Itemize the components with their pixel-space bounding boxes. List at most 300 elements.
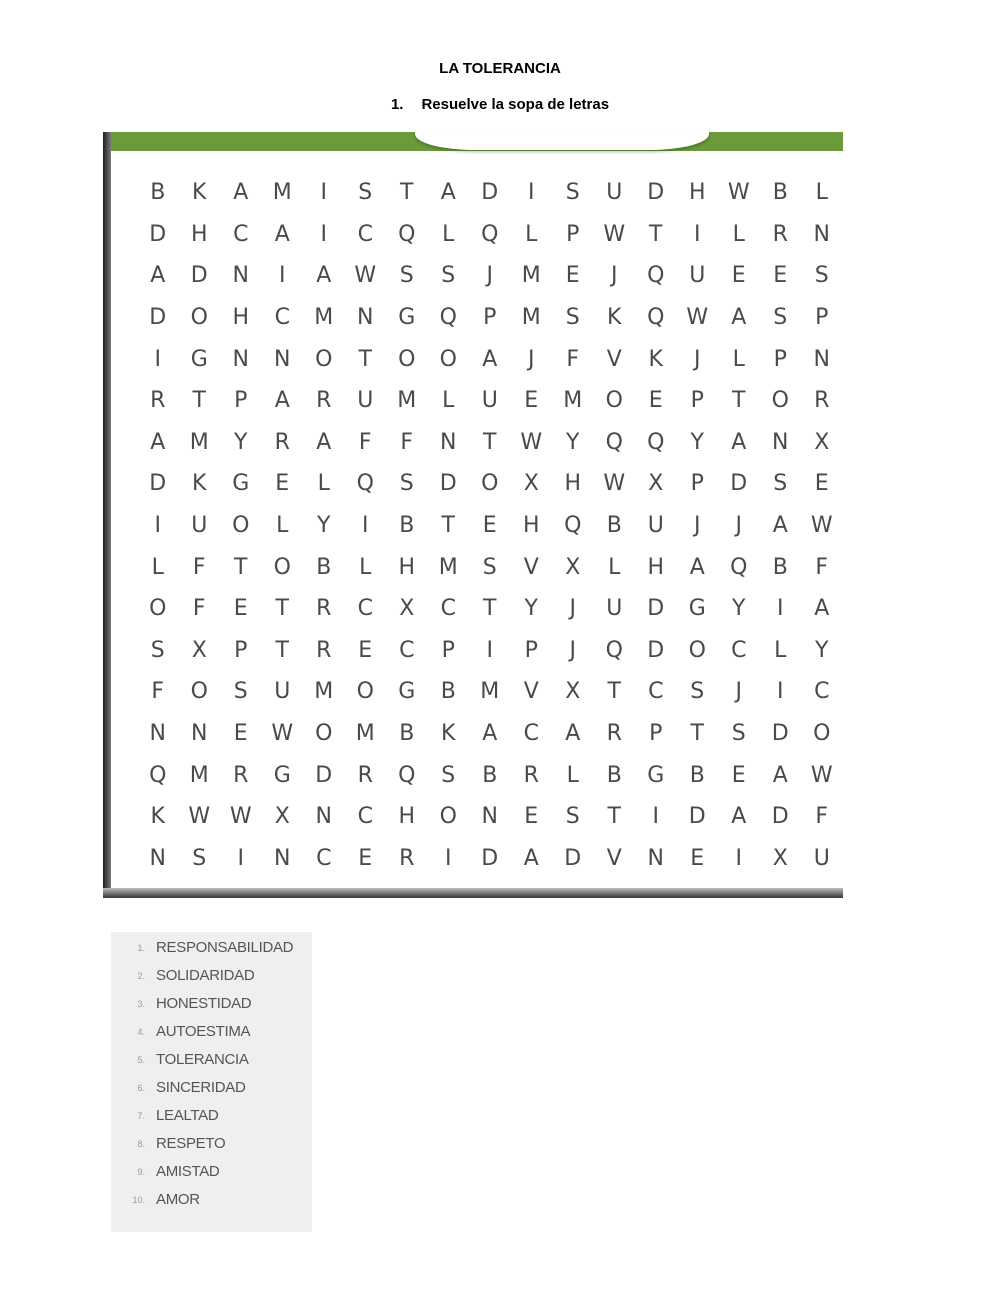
grid-letter[interactable]: T xyxy=(607,804,621,830)
grid-letter[interactable]: I xyxy=(777,679,784,705)
grid-letter[interactable]: T xyxy=(400,180,414,206)
grid-letter[interactable]: G xyxy=(688,596,706,622)
grid-letter[interactable]: Q xyxy=(647,429,665,455)
grid-letter[interactable]: A xyxy=(233,180,249,206)
grid-letter[interactable]: C xyxy=(274,305,290,331)
grid-letter[interactable]: Y xyxy=(234,429,248,455)
grid-letter[interactable]: C xyxy=(814,679,830,705)
grid-letter[interactable]: Y xyxy=(566,429,580,455)
grid-letter[interactable]: F xyxy=(358,429,372,455)
grid-letter[interactable]: U xyxy=(606,180,623,206)
grid-letter[interactable]: L xyxy=(317,471,330,497)
grid-letter[interactable]: B xyxy=(399,513,415,539)
grid-letter[interactable]: X xyxy=(523,471,539,497)
grid-letter[interactable]: S xyxy=(565,804,580,830)
grid-letter[interactable]: Y xyxy=(815,637,829,663)
grid-letter[interactable]: N xyxy=(647,845,664,871)
word-number: 5. xyxy=(137,1055,145,1065)
word-search-puzzle xyxy=(103,132,843,898)
grid-letter[interactable]: X xyxy=(772,845,788,871)
grid-letter[interactable]: N xyxy=(149,845,166,871)
grid-letter[interactable]: N xyxy=(481,804,498,830)
grid-letter[interactable]: S xyxy=(814,263,829,289)
grid-letter[interactable]: W xyxy=(810,762,833,788)
grid-letter[interactable]: T xyxy=(275,596,289,622)
grid-letter[interactable]: S xyxy=(565,180,580,206)
grid-letter[interactable]: S xyxy=(773,471,788,497)
grid-letter[interactable]: K xyxy=(607,305,622,331)
grid-letter[interactable]: D xyxy=(481,845,499,871)
grid-letter[interactable]: D xyxy=(190,263,208,289)
grid-letter[interactable]: A xyxy=(274,388,290,414)
grid-letter[interactable]: M xyxy=(521,263,541,289)
grid-letter[interactable]: K xyxy=(150,804,165,830)
grid-letter[interactable]: H xyxy=(564,471,582,497)
grid-letter[interactable]: F xyxy=(192,554,206,580)
grid-letter[interactable]: D xyxy=(481,180,499,206)
grid-letter[interactable]: N xyxy=(813,221,830,247)
grid-letter[interactable]: L xyxy=(276,513,289,539)
grid-letter[interactable]: X xyxy=(565,554,581,580)
grid-letter[interactable]: A xyxy=(731,429,747,455)
puzzle-left-border xyxy=(103,132,111,898)
grid-letter[interactable]: Q xyxy=(647,263,665,289)
grid-letter[interactable]: A xyxy=(482,346,498,372)
grid-letter[interactable]: P xyxy=(773,346,787,372)
grid-letter[interactable]: W xyxy=(727,180,750,206)
grid-letter[interactable]: P xyxy=(524,637,538,663)
grid-letter[interactable]: U xyxy=(274,679,291,705)
grid-letter[interactable]: D xyxy=(688,804,706,830)
grid-letter[interactable]: R xyxy=(316,388,332,414)
grid-letter[interactable]: R xyxy=(814,388,830,414)
grid-letter[interactable]: S xyxy=(399,263,414,289)
grid-letter[interactable]: D xyxy=(439,471,457,497)
grid-letter[interactable]: A xyxy=(482,721,498,747)
grid-letter[interactable]: N xyxy=(357,305,374,331)
grid-letter[interactable]: A xyxy=(565,721,581,747)
grid-letter[interactable]: P xyxy=(234,637,248,663)
grid-letter[interactable]: P xyxy=(815,305,829,331)
grid-letter[interactable]: R xyxy=(316,637,332,663)
grid-letter[interactable]: N xyxy=(274,845,291,871)
grid-letter[interactable]: O xyxy=(232,513,250,539)
grid-letter[interactable]: L xyxy=(442,388,455,414)
grid-letter[interactable]: N xyxy=(813,346,830,372)
grid-letter[interactable]: S xyxy=(565,305,580,331)
grid-letter[interactable]: B xyxy=(772,180,788,206)
grid-letter[interactable]: J xyxy=(694,346,701,372)
grid-letter[interactable]: K xyxy=(648,346,663,372)
grid-letter[interactable]: D xyxy=(647,180,665,206)
grid-letter[interactable]: T xyxy=(192,388,206,414)
grid-letter[interactable]: R xyxy=(606,721,622,747)
grid-letter[interactable]: S xyxy=(358,180,373,206)
grid-letter[interactable]: M xyxy=(314,679,334,705)
grid-letter[interactable]: N xyxy=(191,721,208,747)
grid-letter[interactable]: G xyxy=(232,471,250,497)
grid-letter[interactable]: H xyxy=(398,804,416,830)
grid-letter[interactable]: C xyxy=(233,221,249,247)
grid-letter[interactable]: P xyxy=(234,388,248,414)
grid-letter[interactable]: P xyxy=(690,471,704,497)
grid-letter[interactable]: G xyxy=(398,305,416,331)
grid-letter[interactable]: T xyxy=(483,429,497,455)
grid-letter[interactable]: D xyxy=(647,596,665,622)
grid-letter[interactable]: H xyxy=(190,221,208,247)
grid-letter[interactable]: P xyxy=(441,637,455,663)
grid-letter[interactable]: B xyxy=(606,513,622,539)
grid-letter[interactable]: L xyxy=(815,180,828,206)
grid-letter[interactable]: N xyxy=(232,263,249,289)
grid-letter[interactable]: I xyxy=(320,180,327,206)
grid-letter[interactable]: F xyxy=(192,596,206,622)
grid-letter[interactable]: G xyxy=(647,762,665,788)
grid-letter[interactable]: E xyxy=(524,804,539,830)
grid-letter[interactable]: L xyxy=(359,554,372,580)
grid-letter[interactable]: P xyxy=(566,221,580,247)
grid-letter[interactable]: G xyxy=(273,762,291,788)
grid-letter[interactable]: O xyxy=(439,346,457,372)
grid-letter[interactable]: B xyxy=(440,679,456,705)
grid-letter[interactable]: X xyxy=(565,679,581,705)
grid-letter[interactable]: I xyxy=(694,221,701,247)
grid-letter[interactable]: C xyxy=(523,721,539,747)
grid-letter[interactable]: N xyxy=(440,429,457,455)
grid-letter[interactable]: E xyxy=(648,388,663,414)
grid-letter[interactable]: S xyxy=(690,679,705,705)
grid-letter[interactable]: V xyxy=(523,554,539,580)
grid-letter[interactable]: O xyxy=(315,346,333,372)
grid-letter[interactable]: S xyxy=(441,263,456,289)
grid-letter[interactable]: C xyxy=(731,637,747,663)
grid-letter[interactable]: A xyxy=(731,305,747,331)
grid-letter[interactable]: R xyxy=(150,388,166,414)
grid-letter[interactable]: P xyxy=(649,721,663,747)
grid-letter[interactable]: B xyxy=(399,721,415,747)
grid-letter[interactable]: S xyxy=(773,305,788,331)
grid-letter[interactable]: G xyxy=(398,679,416,705)
instruction-text: Resuelve la sopa de letras xyxy=(421,96,610,113)
grid-letter[interactable]: F xyxy=(400,429,414,455)
grid-letter[interactable]: Q xyxy=(730,554,748,580)
page-title: LA TOLERANCIA xyxy=(439,60,561,77)
grid-letter[interactable]: M xyxy=(563,388,583,414)
word-label: RESPETO xyxy=(156,1135,226,1152)
grid-letter[interactable]: E xyxy=(524,388,539,414)
grid-letter[interactable]: D xyxy=(149,221,167,247)
grid-letter[interactable]: L xyxy=(151,554,164,580)
grid-letter[interactable]: F xyxy=(151,679,165,705)
grid-letter[interactable]: I xyxy=(652,804,659,830)
grid-letter[interactable]: H xyxy=(647,554,665,580)
grid-letter[interactable]: Q xyxy=(647,305,665,331)
grid-letter[interactable]: T xyxy=(234,554,248,580)
grid-letter[interactable]: S xyxy=(399,471,414,497)
grid-letter[interactable]: R xyxy=(772,221,788,247)
grid-letter[interactable]: N xyxy=(232,346,249,372)
grid-letter[interactable]: O xyxy=(813,721,831,747)
puzzle-header-tab xyxy=(415,132,709,150)
grid-letter[interactable]: C xyxy=(357,596,373,622)
grid-letter[interactable]: E xyxy=(275,471,290,497)
grid-letter[interactable]: V xyxy=(606,845,622,871)
grid-letter[interactable]: I xyxy=(486,637,493,663)
grid-letter[interactable]: U xyxy=(647,513,664,539)
grid-letter[interactable]: Y xyxy=(317,513,331,539)
grid-letter[interactable]: W xyxy=(188,804,211,830)
grid-letter[interactable]: A xyxy=(440,180,456,206)
grid-letter[interactable]: M xyxy=(397,388,417,414)
grid-letter[interactable]: L xyxy=(608,554,621,580)
grid-letter[interactable]: J xyxy=(735,513,742,539)
grid-letter[interactable]: I xyxy=(528,180,535,206)
grid-letter[interactable]: A xyxy=(316,263,332,289)
grid-letter[interactable]: E xyxy=(358,845,373,871)
grid-letter[interactable]: R xyxy=(316,596,332,622)
grid-letter[interactable]: T xyxy=(275,637,289,663)
grid-letter[interactable]: H xyxy=(522,513,540,539)
grid-letter[interactable]: Y xyxy=(524,596,538,622)
grid-letter[interactable]: B xyxy=(316,554,332,580)
grid-letter[interactable]: A xyxy=(316,429,332,455)
grid-letter[interactable]: D xyxy=(564,845,582,871)
grid-letter[interactable]: M xyxy=(189,429,209,455)
grid-letter[interactable]: A xyxy=(274,221,290,247)
grid-letter[interactable]: C xyxy=(440,596,456,622)
grid-letter[interactable]: I xyxy=(777,596,784,622)
grid-letter[interactable]: V xyxy=(606,346,622,372)
grid-letter[interactable]: O xyxy=(688,637,706,663)
grid-letter[interactable]: C xyxy=(399,637,415,663)
grid-letter[interactable]: S xyxy=(441,762,456,788)
grid-letter[interactable]: T xyxy=(649,221,663,247)
grid-letter[interactable]: D xyxy=(647,637,665,663)
grid-letter[interactable]: T xyxy=(358,346,372,372)
grid-letter[interactable]: T xyxy=(607,679,621,705)
grid-letter[interactable]: K xyxy=(441,721,456,747)
grid-letter[interactable]: T xyxy=(441,513,455,539)
grid-letter[interactable]: A xyxy=(814,596,830,622)
grid-letter[interactable]: E xyxy=(690,845,705,871)
grid-letter[interactable]: P xyxy=(483,305,497,331)
grid-letter[interactable]: G xyxy=(190,346,208,372)
grid-letter[interactable]: I xyxy=(279,263,286,289)
grid-letter[interactable]: Y xyxy=(732,596,746,622)
grid-letter[interactable]: M xyxy=(314,305,334,331)
grid-letter[interactable]: I xyxy=(735,845,742,871)
grid-letter[interactable]: N xyxy=(315,804,332,830)
grid-letter[interactable]: S xyxy=(150,637,165,663)
grid-letter[interactable]: W xyxy=(271,721,294,747)
grid-letter[interactable]: K xyxy=(192,180,207,206)
grid-letter[interactable]: W xyxy=(603,221,626,247)
grid-letter[interactable]: S xyxy=(482,554,497,580)
word-label: HONESTIDAD xyxy=(156,995,252,1012)
grid-letter[interactable]: W xyxy=(686,305,709,331)
grid-letter[interactable]: Y xyxy=(690,429,704,455)
grid-letter[interactable]: U xyxy=(481,388,498,414)
grid-letter[interactable]: D xyxy=(149,471,167,497)
grid-letter[interactable]: Q xyxy=(439,305,457,331)
grid-letter[interactable]: I xyxy=(362,513,369,539)
grid-letter[interactable]: N xyxy=(149,721,166,747)
grid-letter[interactable]: D xyxy=(315,762,333,788)
grid-letter[interactable]: E xyxy=(731,762,746,788)
grid-letter[interactable]: O xyxy=(481,471,499,497)
grid-letter[interactable]: R xyxy=(233,762,249,788)
grid-letter[interactable]: I xyxy=(445,845,452,871)
grid-letter[interactable]: J xyxy=(569,596,576,622)
grid-letter[interactable]: A xyxy=(150,263,166,289)
grid-letter[interactable]: T xyxy=(732,388,746,414)
grid-letter[interactable]: W xyxy=(603,471,626,497)
word-label: AUTOESTIMA xyxy=(156,1023,251,1040)
grid-letter[interactable]: A xyxy=(772,513,788,539)
grid-letter[interactable]: H xyxy=(232,305,250,331)
grid-letter[interactable]: J xyxy=(694,513,701,539)
grid-letter[interactable]: U xyxy=(191,513,208,539)
grid-letter[interactable]: H xyxy=(688,180,706,206)
grid-letter[interactable]: O xyxy=(771,388,789,414)
grid-letter[interactable]: U xyxy=(606,596,623,622)
grid-letter[interactable]: T xyxy=(690,721,704,747)
grid-letter[interactable]: J xyxy=(528,346,535,372)
grid-letter[interactable]: O xyxy=(149,596,167,622)
grid-letter[interactable]: O xyxy=(439,804,457,830)
grid-letter[interactable]: W xyxy=(810,513,833,539)
grid-letter[interactable]: E xyxy=(233,721,248,747)
grid-letter[interactable]: I xyxy=(154,513,161,539)
grid-letter[interactable]: T xyxy=(483,596,497,622)
grid-letter[interactable]: B xyxy=(772,554,788,580)
grid-letter[interactable]: L xyxy=(774,637,787,663)
grid-letter[interactable]: A xyxy=(150,429,166,455)
grid-letter[interactable]: H xyxy=(398,554,416,580)
grid-letter[interactable]: C xyxy=(357,221,373,247)
grid-letter[interactable]: O xyxy=(273,554,291,580)
grid-letter[interactable]: F xyxy=(815,554,829,580)
grid-letter[interactable]: Q xyxy=(481,221,499,247)
grid-letter[interactable]: S xyxy=(731,721,746,747)
grid-letter[interactable]: E xyxy=(233,596,248,622)
grid-letter[interactable]: M xyxy=(438,554,458,580)
grid-letter[interactable]: M xyxy=(521,305,541,331)
grid-letter[interactable]: J xyxy=(569,637,576,663)
grid-letter[interactable]: O xyxy=(190,679,208,705)
grid-letter[interactable]: X xyxy=(648,471,664,497)
grid-letter[interactable]: X xyxy=(399,596,415,622)
grid-letter[interactable]: D xyxy=(771,721,789,747)
grid-letter[interactable]: D xyxy=(771,804,789,830)
grid-letter[interactable]: F xyxy=(815,804,829,830)
grid-letter[interactable]: A xyxy=(523,845,539,871)
grid-letter[interactable]: N xyxy=(274,346,291,372)
grid-letter[interactable]: P xyxy=(690,388,704,414)
grid-letter[interactable]: W xyxy=(520,429,543,455)
grid-letter[interactable]: O xyxy=(356,679,374,705)
grid-letter[interactable]: E xyxy=(482,513,497,539)
grid-letter[interactable]: L xyxy=(566,762,579,788)
grid-letter[interactable]: U xyxy=(357,388,374,414)
grid-letter[interactable]: U xyxy=(689,263,706,289)
grid-letter[interactable]: J xyxy=(486,263,493,289)
grid-letter[interactable]: I xyxy=(237,845,244,871)
grid-letter[interactable]: E xyxy=(731,263,746,289)
grid-letter[interactable]: O xyxy=(398,346,416,372)
grid-letter[interactable]: Q xyxy=(149,762,167,788)
grid-letter[interactable]: Q xyxy=(564,513,582,539)
grid-letter[interactable]: W xyxy=(229,804,252,830)
grid-letter[interactable]: J xyxy=(735,679,742,705)
word-list-item xyxy=(111,936,312,960)
grid-letter[interactable]: O xyxy=(315,721,333,747)
grid-letter[interactable]: Q xyxy=(398,221,416,247)
grid-letter[interactable]: Q xyxy=(356,471,374,497)
grid-letter[interactable]: R xyxy=(399,845,415,871)
grid-letter[interactable]: V xyxy=(523,679,539,705)
grid-letter[interactable]: O xyxy=(190,305,208,331)
grid-letter[interactable]: B xyxy=(606,762,622,788)
grid-letter[interactable]: E xyxy=(773,263,788,289)
grid-letter[interactable]: B xyxy=(689,762,705,788)
grid-letter[interactable]: Q xyxy=(398,762,416,788)
grid-letter[interactable]: O xyxy=(605,388,623,414)
grid-letter[interactable]: X xyxy=(814,429,830,455)
grid-letter[interactable]: M xyxy=(272,180,292,206)
grid-letter[interactable]: D xyxy=(730,471,748,497)
grid-letter[interactable]: W xyxy=(354,263,377,289)
grid-letter[interactable]: M xyxy=(480,679,500,705)
grid-letter[interactable]: A xyxy=(772,762,788,788)
grid-letter[interactable]: R xyxy=(357,762,373,788)
word-list-item xyxy=(111,1076,312,1100)
grid-letter[interactable]: X xyxy=(274,804,290,830)
grid-letter[interactable]: C xyxy=(648,679,664,705)
grid-letter[interactable]: S xyxy=(192,845,207,871)
grid-letter[interactable]: C xyxy=(357,804,373,830)
grid-letter[interactable]: E xyxy=(814,471,829,497)
grid-letter[interactable]: M xyxy=(189,762,209,788)
grid-letter[interactable]: I xyxy=(154,346,161,372)
grid-letter[interactable]: F xyxy=(566,346,580,372)
grid-letter[interactable]: L xyxy=(442,221,455,247)
grid-letter[interactable]: B xyxy=(482,762,498,788)
grid-letter[interactable]: E xyxy=(565,263,580,289)
grid-letter[interactable]: X xyxy=(191,637,207,663)
grid-letter[interactable]: M xyxy=(355,721,375,747)
grid-letter[interactable]: B xyxy=(150,180,166,206)
grid-letter[interactable]: J xyxy=(611,263,618,289)
grid-letter[interactable]: A xyxy=(689,554,705,580)
grid-letter[interactable]: R xyxy=(523,762,539,788)
grid-letter[interactable]: I xyxy=(320,221,327,247)
grid-letter[interactable]: Q xyxy=(605,637,623,663)
grid-letter[interactable]: K xyxy=(192,471,207,497)
grid-letter[interactable]: S xyxy=(233,679,248,705)
grid-letter[interactable]: L xyxy=(525,221,538,247)
grid-letter[interactable]: A xyxy=(731,804,747,830)
grid-letter[interactable]: C xyxy=(316,845,332,871)
grid-letter[interactable]: U xyxy=(813,845,830,871)
grid-letter[interactable]: D xyxy=(149,305,167,331)
grid-letter[interactable]: E xyxy=(358,637,373,663)
grid-letter[interactable]: L xyxy=(732,346,745,372)
grid-letter[interactable]: L xyxy=(732,221,745,247)
grid-letter[interactable]: Q xyxy=(605,429,623,455)
grid-letter[interactable]: R xyxy=(274,429,290,455)
grid-letter[interactable]: N xyxy=(772,429,789,455)
